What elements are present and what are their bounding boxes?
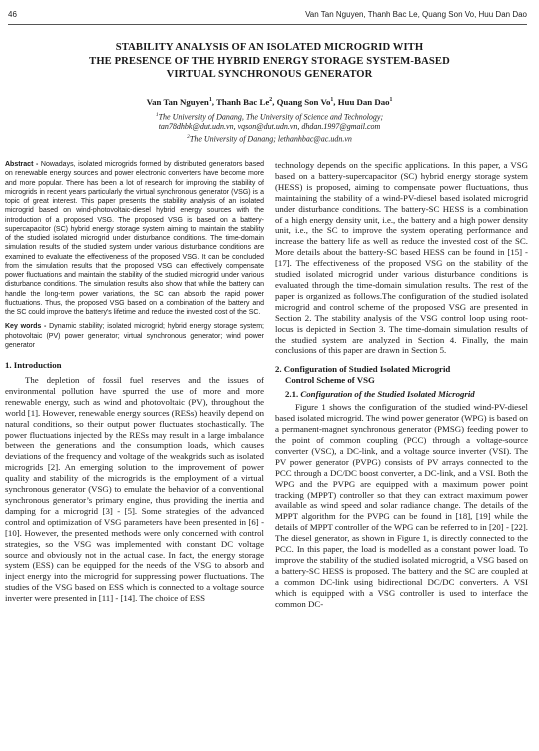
right-column <box>275 160 528 745</box>
author-2: Thanh Bac Le <box>215 97 270 107</box>
abstract-label: Abstract - <box>5 161 39 168</box>
subsection-2-1-title: Configuration of the Studied Isolated Microgrid <box>300 389 475 400</box>
affiliation-2-text: The University of Danang; lethanhbac@ac.udn.vn <box>189 134 352 144</box>
section-2-heading-line-1: 2. Configuration of Studied Isolated Microgrid <box>275 364 451 375</box>
subsection-2-1-heading <box>275 389 528 400</box>
running-header-authors: Van Tan Nguyen, Thanh Bac Le, Quang Son Vo, Huu Dan Dao <box>305 10 527 19</box>
title-line-1: STABILITY ANALYSIS OF AN ISOLATED MICROGRID WITH <box>115 42 424 53</box>
title-line-3: VIRTUAL SYNCHRONOUS GENERATOR <box>166 69 373 80</box>
author-3: Quang Son Vo <box>276 97 331 107</box>
section-2-heading <box>275 364 528 386</box>
author-2-affiliation: 2 <box>269 97 273 104</box>
intro-continued-paragraph: technology depends on the specific applications. In this paper, a VSG based on a battery-supercapacitor (SC) hybrid energy storage system (HESS) is proposed, aiming to compensate power fluctuations, thus maintaining the stability of a wind-PV-diesel based isolated microgrid under disturbance conditions. The battery-SC HESS is a combination of a high energy density unit, i.e., the battery and a high power density unit, i.e., the SC to improve the system operating performance and increase the battery life as well as reduce the invested cost of the SC. More details about the battery-SC based HESS can be found in [15] - [17]. The effectiveness of the proposed VSG on the stability of the studied isolated microgrid under various disturbance conditions is evaluated through the time-domain simulation results. The rest of the paper is organized as follows.The configuration of the studied isolated microgrid and control scheme of the proposed VSG are presented in Section 2. The stability analysis of the VSG control loop using root-locus is depicted in Section 3. The time-domain simulation results of the studied system are analyzed in Section 4. Finally, the main conclusions of this paper are drawn in Section 5. <box>275 160 528 356</box>
header-rule <box>8 24 527 25</box>
keywords-text: Dynamic stability; isolated microgrid; hybrid energy storage system; photovoltaic (PV) power generator; virtual synchronous generator; wind power generator <box>5 323 264 349</box>
section-2-heading-line-2: Control Scheme of VSG <box>285 375 375 386</box>
subsection-2-1-number: 2.1. <box>285 389 299 400</box>
abstract <box>5 160 264 317</box>
affiliation-1-emails: tan78dhbk@dut.udn.vn, vqson@dut.udn.vn, dhdan.1997@gmail.com <box>158 122 381 131</box>
paper-title <box>20 41 519 82</box>
section-2-paragraph: Figure 1 shows the configuration of the studied wind-PV-diesel based isolated microgrid. The wind power generator (WPG) is based on a permanent-magnet synchronous generator (PMSG) feeding power to the point of common coupling (PCC) through a voltage-source converter (VSC), a DC-link, and a voltage source inverter (VSI). The PV power generator (PVPG) consists of PV arrays connected to the PCC through a DC/DC boost converter, a DC-link, and a VSI. Both the WPG and the PVPG are equipped with a maximum power point tracking (MPPT) controller so that they can extract maximum power available as wind speed and solar radiance change. The details of the MPPT algorithm for the PVPG can be found in [18], [19] while the details of MPPT controller of the WPG can be referred to in [20] - [22]. The diesel generator, as shown in Figure 1, is directly connected to the PCC. In this paper, the load is modelled as a constant power load. To improve the stability of the studied isolated microgrid, a VSG based on a battery-SC HESS is proposed. The battery and the SC are coupled at a common DC-link using bidirectional DC/DC converters. A VSI which is equipped with a VSG controller is used to interface the common DC- <box>275 402 528 609</box>
running-header <box>8 10 527 22</box>
affiliation-2 <box>0 132 539 145</box>
author-4-affiliation: 1 <box>389 97 393 104</box>
section-1-paragraph: The depletion of fossil fuel reserves and the issues of environmental pollution have spurred the use of more and more renewable energy, such as wind and photovoltaic (PV), throughout the world [1]. However, renewable energy sources (RESs) heavily depend on natural conditions, so their output power fluctuates stochastically. The power fluctuations injected by the RESs may result in a large imbalance between the generations and the consumption loads, which causes deviations of the frequency and voltage of the weakgrids such as isolated microgrids [2]. An emerging solution to the improvement of power quality and stability of the microgrids is the employment of a virtual synchronous generator (VSG) to emulate the behavior of a conventional synchronous generator’s primary engine, thus providing the inertia and damping for a microgrid [3] - [5]. Some strategies of the advanced control and optimization of VSG parameters have been presented in [6] - [10]. However, the presented methods were only concerned with control strategies, so the VSG was implemented with constant DC voltage source and obviously not in the actual case. In fact, the energy storage system (ESS) can be equipped for the needs of the VSG to absorb and inject energy into the microgrid for suppressing power fluctuations. The studies of the VSG based on ESS which is connected to a voltage source inverter were presented in [11] - [14]. The choice of ESS <box>5 375 264 604</box>
author-4: Huu Dan Dao <box>337 97 390 107</box>
affiliation-1-text: The University of Danang, The University of Science and Technology; <box>158 112 384 122</box>
page-number: 46 <box>8 10 17 19</box>
author-list: Van Tan Nguyen$^1$, Thanh Bac Le$^2$, Quang Son Vo$^1$, Huu Dan Dao$^1$ <box>146 97 393 107</box>
keywords <box>5 322 264 350</box>
affiliation-1-marker: 1 <box>155 112 159 118</box>
author-3-affiliation: 1 <box>330 97 334 104</box>
keywords-label: Key words - <box>5 323 47 331</box>
abstract-text: Nowadays, isolated microgrids formed by distributed generators based on renewable energy sources and power electronic converters have become more and more popular. There has been a lot of research for improving the stability of microgrids in recent years particularly the virtual synchronous generator (VSG) is a topic of great interest. This paper presents the stability analysis of an isolated microgrid based on wind-photovoltaic-diesel hybrid energy sources with the introduction of a proposed VSG. The proposed VSG is based on a battery-supercapacitor (SC) hybrid energy storage system aiming to maintain the stability of the studied isolated microgrid under disturbance conditions. The time-domain simulation results of the studied system under various disturbance conditions are examined to evaluate the effectiveness of the proposed VSG. It can be concluded from the simulation results that the proposed VSG can effectively compensate power fluctuations and maintain the stability of the studied microgrid under various disturbance conditions. The simulation results also show that while the battery can handle the long-term power variations, the SC can absorb the rapid power fluctuations. Thus, the proposed VSG based on a combination of the battery and the SC could improve the battery's lifetime and reduce the invested cost of the SC. <box>5 161 264 316</box>
affiliation-2-marker: 2 <box>187 134 190 140</box>
section-1-heading: 1. Introduction <box>5 360 62 370</box>
author-1: Van Tan Nguyen <box>146 97 209 107</box>
author-1-affiliation: 1 <box>208 97 212 104</box>
title-line-2: THE PRESENCE OF THE HYBRID ENERGY STORAGE SYSTEM-BASED <box>89 55 450 67</box>
left-column <box>5 160 264 745</box>
